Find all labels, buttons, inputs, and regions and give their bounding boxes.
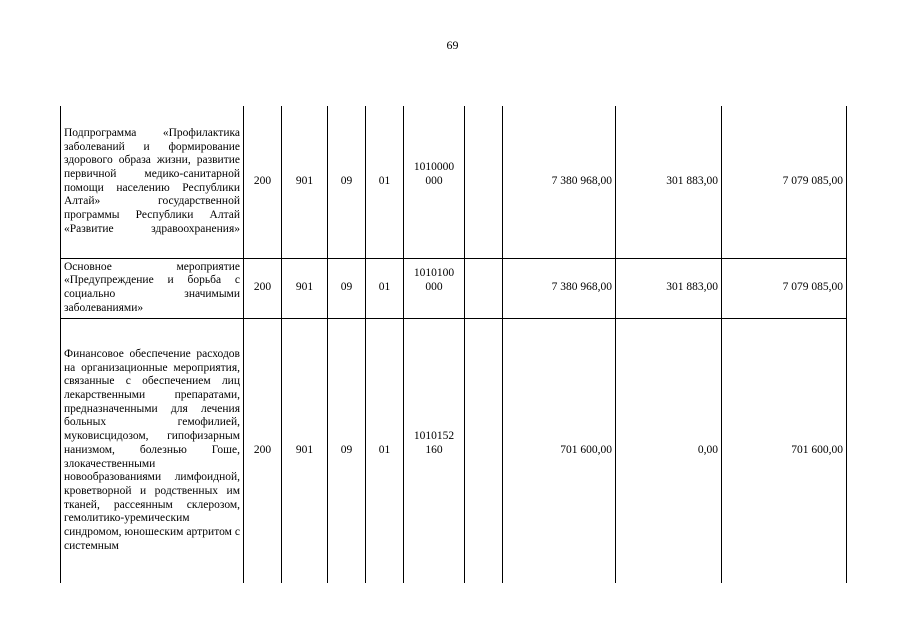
description-line: помощи населению: [64, 181, 170, 194]
description-line: «Профилактика заболеваний и: [64, 126, 240, 153]
description-line: лимфоидной, кроветворной и: [64, 471, 240, 497]
ministry-code: 901: [282, 106, 328, 258]
description-line: родственных им тканей,: [64, 485, 240, 511]
target-article-code: [404, 318, 465, 583]
chapter-code: 09: [328, 106, 366, 258]
description-line: государственной программы: [64, 195, 240, 222]
code-line: 1010000: [413, 161, 455, 174]
description-line: Подпрограмма: [64, 126, 137, 139]
code-line: 000: [425, 174, 443, 187]
expense-type-code: [465, 318, 503, 583]
expense-type-code: [465, 258, 503, 318]
page-number: 69: [446, 38, 459, 52]
amount-federal: 0,00: [616, 318, 722, 583]
ministry-code: 901: [282, 258, 328, 318]
description-line: артритом с системным: [64, 526, 241, 552]
code-line: 160: [425, 443, 443, 456]
description-line: образа жизни, развитие: [118, 154, 240, 167]
description-line: Финансовое обеспечение: [64, 347, 191, 360]
description-line: злокачественными: [64, 457, 156, 470]
description-line: обеспечением лиц: [142, 375, 240, 388]
section-code: 200: [244, 318, 282, 583]
amount-total: 701 600,00: [503, 318, 616, 583]
subsection-code: 01: [366, 106, 404, 258]
expense-type-code: [465, 106, 503, 258]
target-article-code: [404, 258, 465, 318]
description-line: заболеваниями»: [64, 301, 144, 314]
amount-regional: 7 079 085,00: [722, 106, 847, 258]
description-line: Основное мероприятие: [64, 260, 240, 273]
table-row: [61, 258, 847, 318]
description-line: расходов на организационные: [64, 347, 240, 374]
amount-total: 7 380 968,00: [503, 258, 616, 318]
description-line: здравоохранения»: [151, 222, 240, 235]
description-line: первичной медико-санитарной: [64, 168, 240, 181]
section-code: 200: [244, 106, 282, 258]
chapter-code: 09: [328, 318, 366, 583]
description-line: Республики Алтай «Развитие: [64, 209, 240, 235]
chapter-code: 09: [328, 258, 366, 318]
description-line: гипофизарным нанизмом,: [64, 430, 240, 456]
description-line: мероприятия, связанные с: [64, 361, 240, 388]
amount-federal: 301 883,00: [616, 106, 722, 258]
description-line: гемолитико-уремическим: [64, 512, 190, 525]
section-code: 200: [244, 258, 282, 318]
code-line: 1010100: [413, 267, 455, 280]
subsection-code: 01: [366, 318, 404, 583]
description-line: муковисцидозом,: [64, 430, 149, 443]
description-line: предназначенными для: [64, 402, 188, 415]
ministry-code: 901: [282, 318, 328, 583]
code-line: 000: [425, 281, 443, 293]
table-row: [61, 318, 847, 583]
description-line: «Предупреждение и борьба с: [64, 274, 240, 287]
description-line: Республики Алтай»: [64, 181, 240, 208]
amount-federal: 301 883,00: [616, 258, 722, 318]
code-line: 1010152: [413, 430, 455, 443]
row-description: [61, 318, 244, 583]
description-line: новообразованиями: [64, 471, 162, 484]
description-line: синдромом, юношеским: [64, 526, 184, 539]
row-description: [61, 106, 244, 258]
amount-total: 7 380 968,00: [503, 106, 616, 258]
row-description: [61, 258, 244, 318]
target-article-code: [404, 106, 465, 258]
description-line: формирование здорового: [64, 140, 240, 167]
description-line: рассеянным склерозом,: [113, 498, 241, 511]
subsection-code: 01: [366, 258, 404, 318]
description-line: социально значимыми: [64, 288, 240, 300]
description-line: болезнью Гоше,: [139, 443, 240, 456]
description-line: лекарственными препаратами,: [64, 389, 240, 402]
description-line: лечения больных гемофилией,: [64, 402, 240, 429]
amount-regional: 7 079 085,00: [722, 258, 847, 318]
amount-regional: 701 600,00: [722, 318, 847, 583]
table-row: [61, 106, 847, 258]
budget-table: [60, 106, 847, 583]
